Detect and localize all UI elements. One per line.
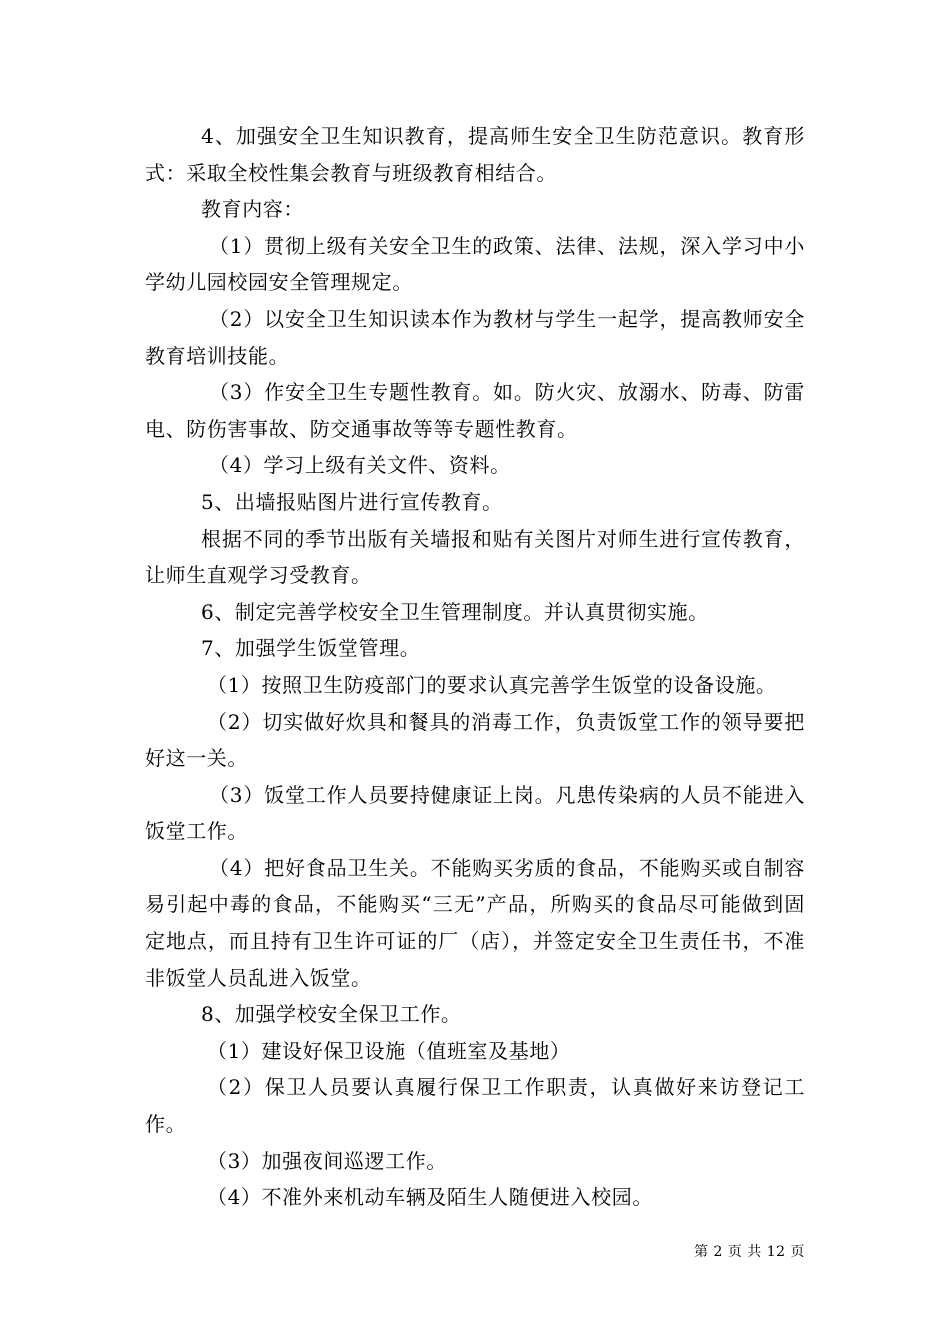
paragraph: 7、加强学生饭堂管理。 [201, 636, 421, 661]
paragraph: 教育内容： [201, 197, 304, 222]
paragraph: （2）以安全卫生知识读本作为教材与学生一起学，提高教师安全教育培训技能。 [145, 306, 805, 368]
paragraph: 6、制定完善学校安全卫生管理制度。并认真贯彻实施。 [201, 599, 709, 624]
paragraph: 8、加强学校安全保卫工作。 [201, 1002, 462, 1027]
paragraph: （4）把好食品卫生关。不能购买劣质的食品，不能购买或自制容易引起中毒的食品，不能购买“三无”产品，所购买的食品尽可能做到固定地点，而且持有卫生许可证的厂（店），并签定安全卫生责任书，不准非饭堂人员乱进入饭堂。 [145, 855, 805, 990]
paragraph: （3）加强夜间巡逻工作。 [207, 1148, 447, 1173]
document-body [145, 118, 805, 1216]
paragraph: （4）不准外来机动车辆及陌生人随便进入校园。 [207, 1185, 653, 1210]
paragraph: （4）学习上级有关文件、资料。 [209, 453, 511, 478]
paragraph: （3）饭堂工作人员要持健康证上岗。凡患传染病的人员不能进入饭堂工作。 [145, 782, 805, 844]
paragraph: （2）切实做好炊具和餐具的消毒工作，负责饭堂工作的领导要把好这一关。 [145, 709, 805, 771]
paragraph: （1）按照卫生防疫部门的要求认真完善学生饭堂的设备设施。 [207, 672, 777, 697]
paragraph: （2）保卫人员要认真履行保卫工作职责，认真做好来访登记工作。 [145, 1075, 805, 1137]
paragraph: （3）作安全卫生专题性教育。如。防火灾、放溺水、防毒、防雷电、防伤害事故、防交通事故等等专题性教育。 [145, 380, 805, 441]
paragraph: （1）贯彻上级有关安全卫生的政策、法律、法规，深入学习中小学幼儿园校园安全管理规定。 [145, 233, 805, 295]
page-number: 第 2 页 共 12 页 [694, 1244, 805, 1260]
paragraph: 4、加强安全卫生知识教育，提高师生安全卫生防范意识。教育形式：采取全校性集会教育与班级教育相结合。 [145, 124, 805, 185]
paragraph: （1）建设好保卫设施（值班室及基地） [207, 1038, 571, 1063]
paragraph: 根据不同的季节出版有关墙报和贴有关图片对师生进行宣传教育，让师生直观学习受教育。 [145, 526, 805, 588]
paragraph: 5、出墙报贴图片进行宣传教育。 [201, 489, 503, 514]
